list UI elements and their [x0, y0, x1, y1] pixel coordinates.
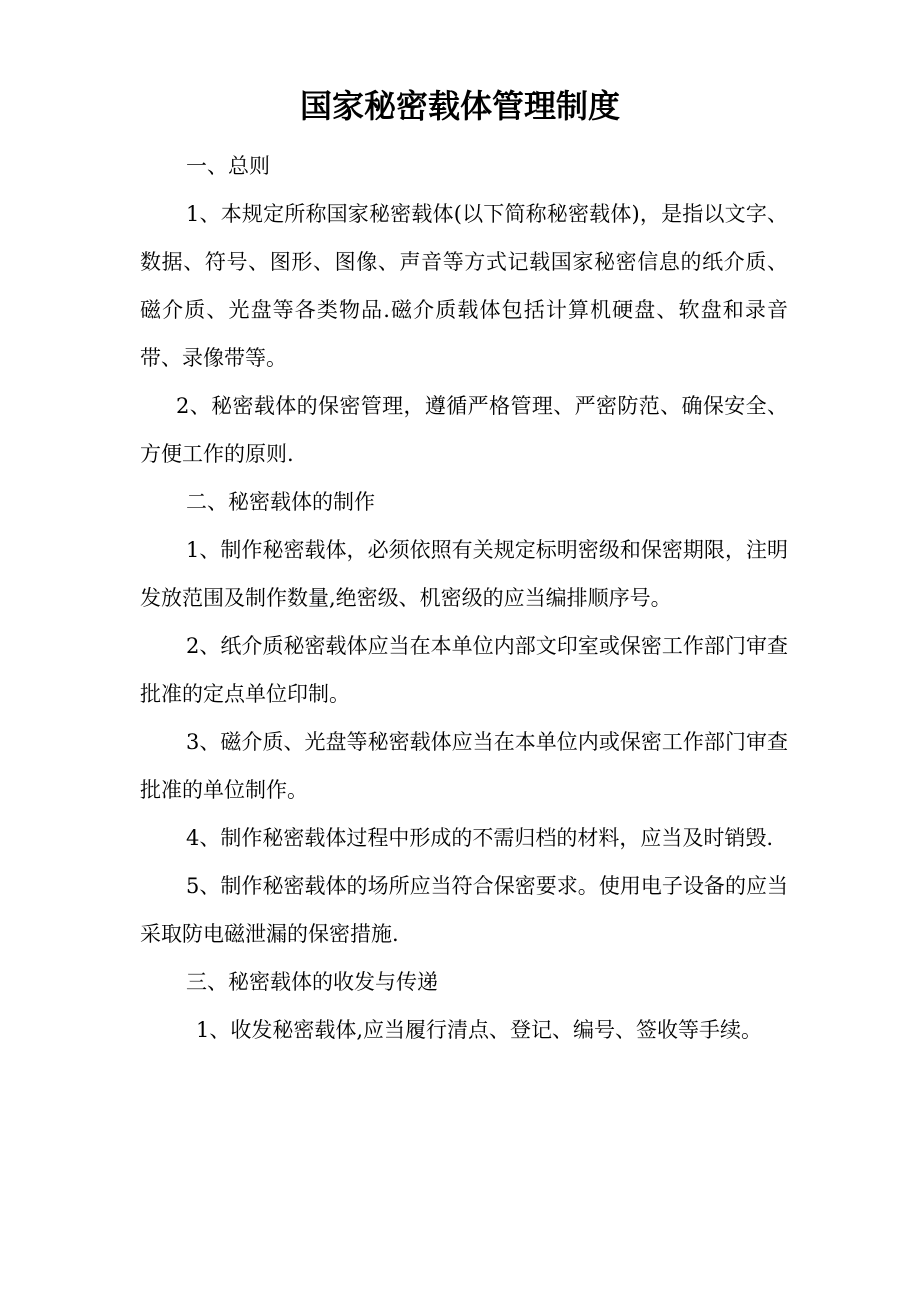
document-body	[140, 142, 788, 1054]
paragraph-production-marking: 1、制作秘密载体，必须依照有关规定标明密级和保密期限，注明发放范围及制作数量,绝密级、机密级的应当编排顺序号。	[140, 538, 788, 610]
section-heading-production: 二、秘密载体的制作	[186, 490, 375, 514]
paragraph-principle: 2、秘密载体的保密管理，遵循严格管理、严密防范、确保安全、方便工作的原则.	[140, 394, 788, 466]
paragraph-definition: 1、本规定所称国家秘密载体(以下简称秘密载体)，是指以文字、数据、符号、图形、图像、声音等方式记载国家秘密信息的纸介质、磁介质、光盘等各类物品.磁介质载体包括计算机硬盘、软盘和录音带、录像带等。	[140, 202, 788, 370]
document-title: 国家秘密载体管理制度	[299, 87, 620, 125]
paragraph-production-site: 5、制作秘密载体的场所应当符合保密要求。使用电子设备的应当采取防电磁泄漏的保密措施.	[140, 874, 788, 946]
section-heading-general: 一、总则	[186, 154, 270, 178]
paragraph-material-destruction: 4、制作秘密载体过程中形成的不需归档的材料，应当及时销毁.	[186, 826, 774, 850]
section-heading-transfer: 三、秘密载体的收发与传递	[186, 970, 438, 994]
paragraph-paper-printing: 2、纸介质秘密载体应当在本单位内部文印室或保密工作部门审查批准的定点单位印制。	[140, 634, 788, 706]
paragraph-receiving-procedure: 1、收发秘密载体,应当履行清点、登记、编号、签收等手续。	[196, 1018, 763, 1042]
paragraph-magnetic-production: 3、磁介质、光盘等秘密载体应当在本单位内或保密工作部门审查批准的单位制作。	[140, 730, 788, 802]
